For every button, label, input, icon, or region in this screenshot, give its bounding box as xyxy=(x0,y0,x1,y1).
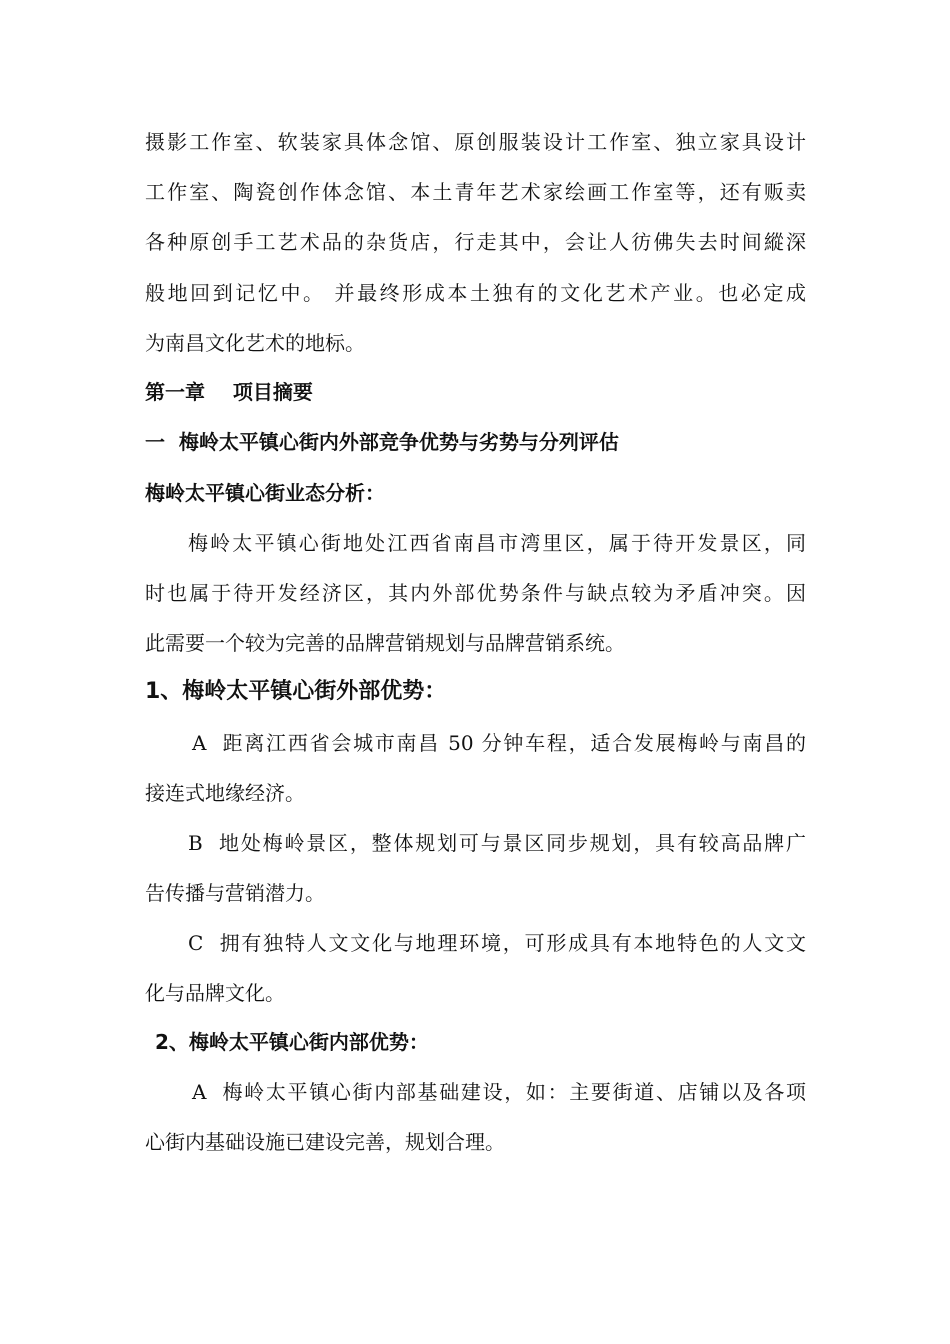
subsection-title: 梅岭太平镇心街业态分析： xyxy=(145,481,385,505)
analysis-line-1: 梅岭太平镇心街地处江西省南昌市湾里区，属于待开发景区，同 xyxy=(188,531,806,555)
external-heading: 1、梅岭太平镇心街外部优势： xyxy=(145,679,447,704)
external-item-c-line-1: C 拥有独特人文文化与地理环境，可形成具有本地特色的人文文 xyxy=(188,931,806,955)
external-item-b-line-1: B 地处梅岭景区，整体规划可与景区同步规划，具有较高品牌广 xyxy=(188,831,806,855)
analysis-line-3: 此需要一个较为完善的品牌营销规划与品牌营销系统。 xyxy=(145,631,625,655)
internal-heading: 2、梅岭太平镇心街内部优势： xyxy=(155,1030,429,1054)
intro-line-4: 般地回到记忆中。 并最终形成本土独有的文化艺术产业。也必定成 xyxy=(145,281,806,305)
intro-line-2: 工作室、陶瓷创作体念馆、本土青年艺术家绘画工作室等，还有贩卖 xyxy=(145,180,806,204)
section-title: 一 梅岭太平镇心街内外部竞争优势与劣势与分列评估 xyxy=(145,430,619,454)
internal-item-a-line-2: 心街内基础设施已建设完善，规划合理。 xyxy=(145,1130,505,1154)
intro-line-5: 为南昌文化艺术的地标。 xyxy=(145,331,365,355)
analysis-line-2: 时也属于待开发经济区，其内外部优势条件与缺点较为矛盾冲突。因 xyxy=(145,581,806,605)
intro-line-1: 摄影工作室、软装家具体念馆、原创服装设计工作室、独立家具设计 xyxy=(145,130,806,154)
external-item-a-line-2: 接连式地缘经济。 xyxy=(145,781,305,805)
external-item-b-line-2: 告传播与营销潜力。 xyxy=(145,881,325,905)
intro-line-3: 各种原创手工艺术品的杂货店，行走其中，会让人彷佛失去时间縱深 xyxy=(145,230,806,254)
external-item-c-line-2: 化与品牌文化。 xyxy=(145,981,285,1005)
chapter-title: 第一章 项目摘要 xyxy=(145,380,313,404)
internal-item-a-line-1: A 梅岭太平镇心街内部基础建设，如：主要街道、店铺以及各项 xyxy=(192,1080,806,1104)
external-item-a-line-1: A 距离江西省会城市南昌 50 分钟车程，适合发展梅岭与南昌的 xyxy=(192,731,806,755)
